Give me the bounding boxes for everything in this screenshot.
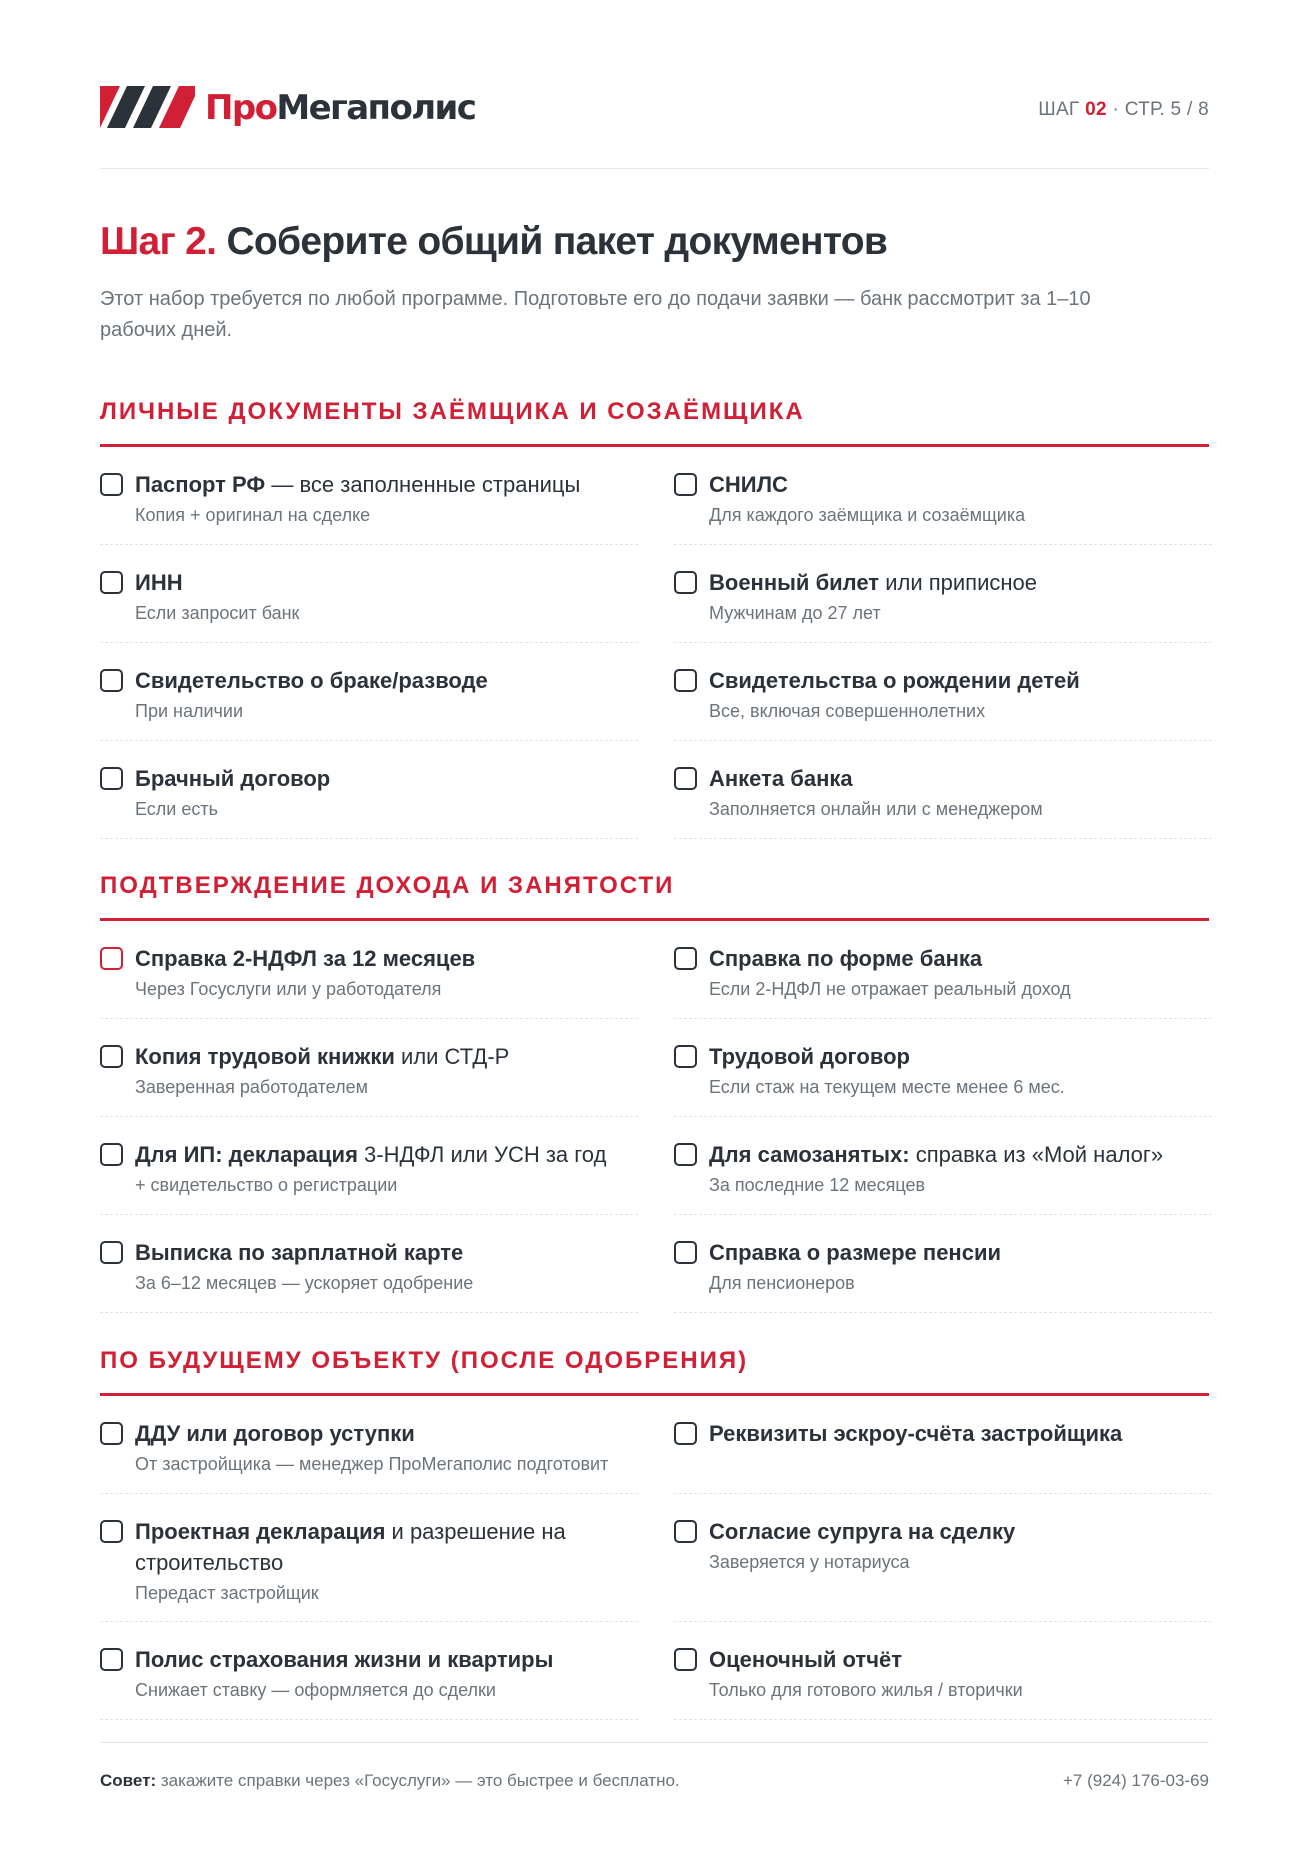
item-title-bold: Анкета банка [709,766,853,791]
item-note: От застройщика — менеджер ПроМегаполис подготовит [135,1454,609,1474]
checkbox-empty-icon[interactable] [100,1241,123,1264]
page-title [100,220,887,264]
brand-name [205,88,476,128]
item-note: Если стаж на текущем месте менее 6 мес. [709,1077,1065,1097]
page-header [100,82,1209,134]
item-title-rest: или СТД-Р [394,1044,510,1069]
section-title: ПОДТВЕРЖДЕНИЕ ДОХОДА И ЗАНЯТОСТИ [100,872,675,899]
checklist-section [100,398,1209,839]
checklist-item[interactable] [674,1494,1212,1622]
checkbox-empty-icon[interactable] [674,669,697,692]
logo-slashes-icon [100,86,195,130]
item-title-bold: ДДУ или договор уступки [135,1421,415,1446]
item-title-rest: 3-НДФЛ или УСН за год [357,1142,607,1167]
page-indicator [1038,99,1209,121]
checklist-item[interactable] [100,1494,638,1622]
checklist-grid [100,1396,1209,1720]
item-title [135,763,638,794]
item-note: + свидетельство о регистрации [135,1175,398,1195]
checkbox-empty-icon[interactable] [674,1648,697,1671]
checklist-item[interactable] [100,447,638,545]
item-note: Заверяется у нотариуса [709,1552,910,1572]
item-title [709,567,1212,598]
item-title-bold: Для самозанятых: [709,1142,910,1167]
item-title-bold: Реквизиты эскроу-счёта застройщика [709,1421,1123,1446]
checkbox-empty-icon[interactable] [674,1520,697,1543]
item-title-bold: Выписка по зарплатной карте [135,1240,464,1265]
item-title-bold: Проектная декларация [135,1519,386,1544]
section-title: ЛИЧНЫЕ ДОКУМЕНТЫ ЗАЁМЩИКА И СОЗАЁМЩИКА [100,398,805,425]
page-footer [100,1771,1209,1791]
checkbox-empty-icon[interactable] [100,1648,123,1671]
checkbox-empty-icon[interactable] [674,1143,697,1166]
item-note: Через Госуслуги или у работодателя [135,979,442,999]
checkbox-empty-icon[interactable] [674,947,697,970]
item-title [135,469,638,500]
checkbox-empty-icon[interactable] [100,767,123,790]
item-title-bold: Брачный договор [135,766,331,791]
item-title-rest: справка из «Мой налог» [909,1142,1164,1167]
item-title [709,1139,1212,1170]
item-title-bold: Справка 2-НДФЛ за 12 месяцев [135,946,476,971]
checklist-item[interactable] [100,1215,638,1313]
intro-text: Этот набор требуется по любой программе. Подготовьте его до подачи заявки — банк рассмотрит за 1–10 рабочих дней. [100,288,1091,341]
item-title-bold: Свидетельства о рождении детей [709,668,1080,693]
checklist-section [100,1347,1209,1720]
item-note: Снижает ставку — оформляется до сделки [135,1680,496,1700]
item-title [709,1516,1212,1547]
item-note: Только для готового жилья / вторички [709,1680,1023,1700]
item-note: Все, включая совершеннолетних [709,701,986,721]
item-note: Для каждого заёмщика и созаёмщика [709,505,1026,525]
item-title [709,943,1212,974]
item-title [709,1041,1212,1072]
item-title-rest: — все заполненные страницы [265,472,581,497]
checklist-item[interactable] [674,741,1212,839]
item-title [135,1418,638,1449]
checklist-item[interactable] [100,1117,638,1215]
item-title-bold: Полис страхования жизни и квартиры [135,1647,554,1672]
item-note: Для пенсионеров [709,1273,855,1293]
item-title-rest: или приписное [879,570,1037,595]
item-title [135,567,638,598]
checklist-section [100,872,1209,1313]
checklist-item[interactable] [674,1622,1212,1720]
checkbox-empty-icon[interactable] [674,473,697,496]
item-title [135,1237,638,1268]
brand-name-pro: Про [205,88,277,128]
item-title-bold: ИНН [135,570,183,595]
checklist-item[interactable] [674,1117,1212,1215]
item-title [709,665,1212,696]
checklist-grid [100,447,1209,839]
tip-text: закажите справки через «Госуслуги» — это быстрее и бесплатно. [156,1771,680,1790]
item-note: При наличии [135,701,243,721]
item-note: Копия + оригинал на сделке [135,505,371,525]
brand-name-mega: Мегаполис [276,88,476,128]
item-note: Мужчинам до 27 лет [709,603,881,623]
header-divider [100,168,1209,169]
item-title [135,1516,638,1578]
checklist-item[interactable] [674,643,1212,741]
item-title-bold: Свидетельство о браке/разводе [135,668,488,693]
item-title-bold: Копия трудовой книжки [135,1044,395,1069]
item-title-bold: Трудовой договор [709,1044,910,1069]
item-title-bold: Для ИП: декларация [135,1142,358,1167]
checklist-item[interactable] [100,921,638,1019]
step-label: ШАГ [1038,99,1080,120]
item-title [135,1139,638,1170]
checklist-item[interactable] [674,1396,1212,1494]
tip-label: Совет: [100,1771,157,1790]
checkbox-empty-icon[interactable] [100,947,123,970]
checkbox-empty-icon[interactable] [674,1422,697,1445]
checklist-item[interactable] [100,1396,638,1494]
item-note: Если есть [135,799,218,819]
item-title-bold: Справка о размере пенсии [709,1240,1002,1265]
checkbox-empty-icon[interactable] [674,767,697,790]
brand-logo[interactable] [100,86,475,130]
item-note: Заверенная работодателем [135,1077,368,1097]
item-note: За последние 12 месяцев [709,1175,926,1195]
item-title [709,1418,1212,1449]
contact-phone[interactable]: +7 (924) 176-03-69 [1062,1771,1209,1790]
item-title [709,763,1212,794]
checkbox-empty-icon[interactable] [674,1241,697,1264]
section-title: ПО БУДУЩЕМУ ОБЪЕКТУ (ПОСЛЕ ОДОБРЕНИЯ) [100,1347,749,1374]
checklist-item[interactable] [100,741,638,839]
checklist-grid [100,921,1209,1313]
checkbox-empty-icon[interactable] [100,571,123,594]
item-note: За 6–12 месяцев — ускоряет одобрение [135,1273,474,1293]
item-title [709,1644,1212,1675]
checklist-item[interactable] [674,1019,1212,1117]
checklist-item[interactable] [674,447,1212,545]
checkbox-empty-icon[interactable] [100,1422,123,1445]
item-note: Если запросит банк [135,603,300,623]
item-title-bold: Военный билет [709,570,880,595]
item-note: Передаст застройщик [135,1583,319,1603]
page-separator: · [1112,99,1120,120]
item-title-bold: Согласие супруга на сделку [709,1519,1016,1544]
page-title-text: Соберите общий пакет документов [226,220,888,263]
page-title-step: Шаг 2. [100,220,217,263]
checklist-item[interactable] [100,1622,638,1720]
checkbox-empty-icon[interactable] [674,571,697,594]
checkbox-empty-icon[interactable] [100,473,123,496]
checklist-item[interactable] [100,1019,638,1117]
item-title [709,469,1212,500]
page-label: СТР. 5 / 8 [1124,99,1209,120]
item-title-bold: Оценочный отчёт [709,1647,902,1672]
item-title-bold: СНИЛС [709,472,788,497]
checkbox-empty-icon[interactable] [674,1045,697,1068]
item-note: Заполняется онлайн или с менеджером [709,799,1043,819]
checkbox-empty-icon[interactable] [100,669,123,692]
checkbox-empty-icon[interactable] [100,1143,123,1166]
item-title [135,1644,638,1675]
item-title [135,943,638,974]
checkbox-empty-icon[interactable] [100,1520,123,1543]
step-number: 02 [1085,99,1107,120]
checklist-item[interactable] [674,921,1212,1019]
item-title [135,665,638,696]
item-title-bold: Паспорт РФ [135,472,266,497]
item-title-rest: и разрешение на строительство [135,1519,566,1575]
checklist-item[interactable] [100,545,638,643]
item-note: Если 2-НДФЛ не отражает реальный доход [709,979,1071,999]
item-title [135,1041,638,1072]
checklist-item[interactable] [674,545,1212,643]
item-title [709,1237,1212,1268]
checklist-item[interactable] [100,643,638,741]
footer-divider [100,1742,1209,1743]
checkbox-empty-icon[interactable] [100,1045,123,1068]
item-title-bold: Справка по форме банка [709,946,983,971]
checklist-item[interactable] [674,1215,1212,1313]
